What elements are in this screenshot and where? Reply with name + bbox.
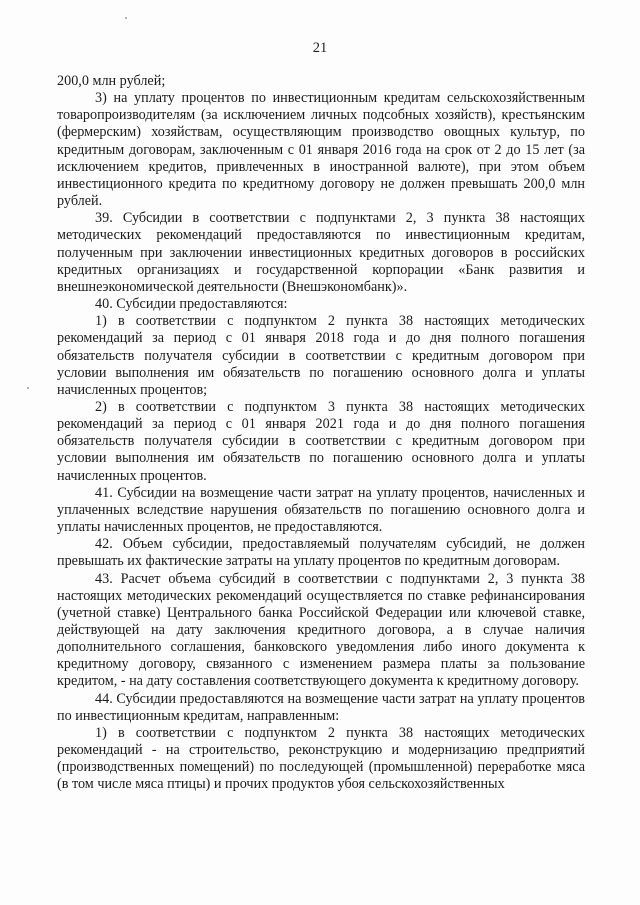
- paragraph: 41. Субсидии на возмещение части затрат на уплату процентов, начисленных и уплаченных вследствие нарушения обязательств по погашению основного долга и уплаты начисленных процентов, не предоставляются.: [57, 484, 585, 536]
- paragraph: 1) в соответствии с подпунктом 2 пункта 38 настоящих методических рекомендаций - на строительство, реконструкцию и модернизацию предприятий (производственных помещений) по последующей (промышленной) переработке мяса (в том числе мяса птицы) и прочих продуктов убоя сельскохозяйственных: [57, 724, 585, 793]
- paragraph: 42. Объем субсидии, предоставляемый получателям субсидий, не должен превышать их фактические затраты на уплату процентов по кредитным договорам.: [57, 536, 585, 570]
- paragraph: 44. Субсидии предоставляются на возмещение части затрат на уплату процентов по инвестиционным кредитам, направленным:: [57, 690, 585, 724]
- paragraph: 43. Расчет объема субсидий в соответствии с подпунктами 2, 3 пункта 38 настоящих методических рекомендаций осуществляется по ставке рефинансирования (учетной ставке) Центрального банка Российской Федерации или ключевой ставке, действующей на дату заключения кредитного договора, а в случае наличия дополнительного соглашения, банковского уведомления либо иного документа к кредитному договору, связанного с изменением размера платы за пользование кредитом, - на дату составления соответствующего документа к кредитному договору.: [57, 570, 585, 690]
- paragraph: 40. Субсидии предоставляются:: [95, 296, 288, 313]
- page-number: 21: [312, 40, 328, 56]
- paragraph: 2) в соответствии с подпунктом 3 пункта 38 настоящих методических рекомендаций за период с 01 января 2021 года и до дня полного погашения обязательств получателя субсидии в соответствии с кредитным договором при условии выполнения им обязательств по погашению основного долга и уплаты начисленных процентов.: [57, 398, 585, 484]
- paragraph: 3) на уплату процентов по инвестиционным кредитам сельскохозяйственным товаропроизводителям (за исключением личных подсобных хозяйств), крестьянским (фермерским) хозяйствам, осуществляющим производство овощных культур, по кредитным договорам, заключенным с 01 января 2016 года на срок от 2 до 15 лет (за исключением кредитов, привлеченных в иностранной валюте), при этом объем инвестиционного кредита по кредитному договору не должен превышать 200,0 млн рублей.: [57, 90, 585, 210]
- paragraph: 1) в соответствии с подпунктом 2 пункта 38 настоящих методических рекомендаций за период с 01 января 2018 года и до дня полного погашения обязательств получателя субсидии в соответствии с кредитным договором при условии выполнения им обязательств по погашению основного долга и уплаты начисленных процентов;: [57, 313, 585, 398]
- document-body: [57, 73, 585, 794]
- scan-speck: [125, 17, 127, 19]
- scan-speck: [27, 387, 29, 389]
- paragraph: 200,0 млн рублей;: [57, 73, 166, 89]
- paragraph: 39. Субсидии в соответствии с подпунктами 2, 3 пункта 38 настоящих методических рекомендаций предоставляются по инвестиционным кредитам, полученным при заключении инвестиционных кредитных договоров в российских кредитных организациях и государственной корпорации «Банк развития и внешнеэкономической деятельности (Внешэкономбанк)».: [57, 210, 585, 295]
